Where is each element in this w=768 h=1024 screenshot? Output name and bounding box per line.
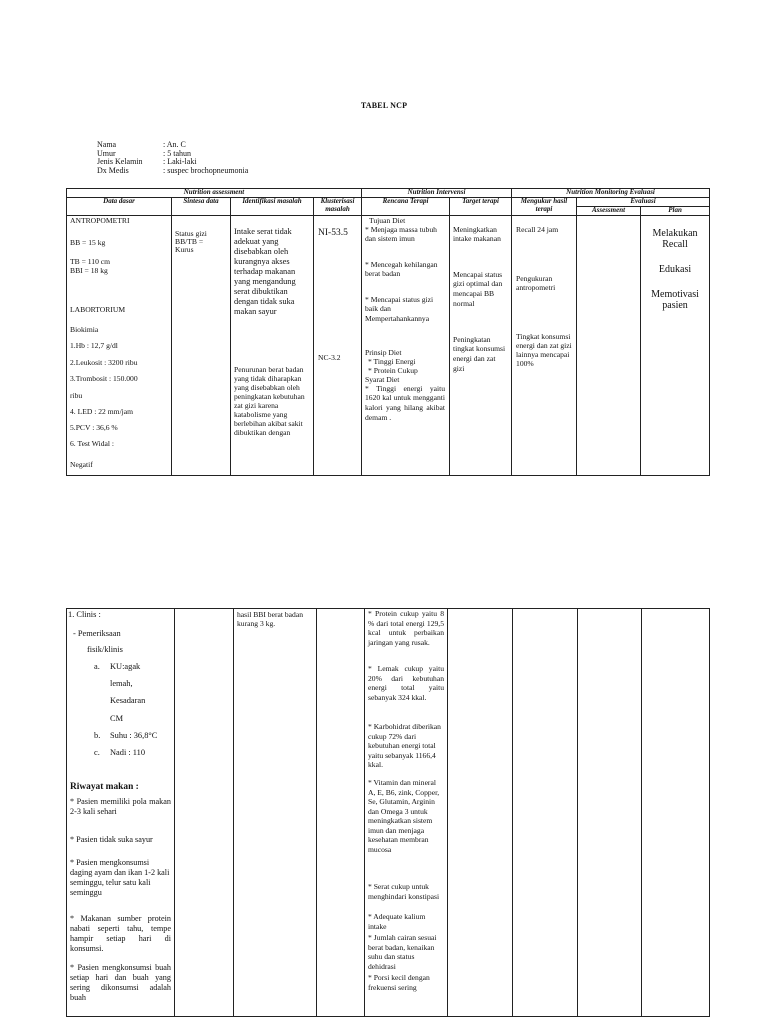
plan-item: Memotivasi pasien [651, 288, 699, 311]
mengukur-line: Recall 24 jam [516, 224, 559, 234]
cluster-code-2: NC-3.2 [318, 352, 341, 362]
plan-item: Melakukan Recall [652, 227, 698, 250]
data-dasar-line: ANTROPOMETRI [70, 215, 130, 225]
plan-item: Edukasi [658, 263, 692, 275]
clinis-text: Kesadaran [110, 696, 146, 705]
cell-sintesa-empty [175, 609, 234, 1017]
cell-identifikasi-continued [234, 609, 317, 1017]
header-nutrition-intervensi: Nutrition Intervensi [362, 189, 512, 198]
target-line: Mencapai status gizi optimal dan mencapai BB normal [453, 269, 503, 308]
header-target-terapi: Target terapi [450, 198, 512, 216]
data-dasar-line: Negatif [70, 459, 93, 469]
patient-field-value: : suspec brochopneumonia [163, 165, 249, 175]
header-nutrition-assessment: Nutrition assessment [67, 189, 362, 198]
riwayat-makan-heading: Riwayat makan : [70, 782, 139, 792]
header-evaluasi: Evaluasi [577, 198, 710, 207]
cell-sintesa-data [172, 215, 231, 475]
cell-rencana-continued [365, 609, 448, 1017]
rencana-item: * Protein cukup yaitu 8 % dari total energi 129,5 kcal untuk perbaikan jaringan yang rusak. [368, 609, 444, 647]
target-line: Meningkatkan intake makanan [453, 224, 501, 243]
cell-target-terapi [450, 215, 512, 475]
rencana-item: * Jumlah cairan sesuai berat badan, kenaikan suhu dan status dehidrasi [368, 933, 437, 971]
data-dasar-line: 3.Trombosit : 150.000 [70, 373, 138, 383]
clinis-text: lemah, [110, 679, 133, 688]
cell-plan-empty [642, 609, 710, 1017]
rencana-line: Tujuan Diet [369, 215, 406, 225]
riwayat-item: * Makanan sumber protein nabati seperti tahu, tempe hampir setiap hari di konsumsi. [70, 914, 171, 953]
rencana-item: * Porsi kecil dengan frekuensi sering [368, 973, 430, 992]
header-data-dasar: Data dasar [67, 198, 172, 216]
mengukur-line: Pengukuran antropometri [516, 273, 556, 292]
cell-eval-assessment [577, 215, 641, 475]
rencana-line: * Mencegah kehilangan berat badan [365, 259, 438, 279]
sintesa-line: Kurus [175, 244, 194, 254]
patient-info [97, 141, 248, 175]
rencana-line: * Mencapai status gizi baik dan Mempertahankannya [365, 294, 434, 323]
cell-data-dasar [67, 215, 172, 475]
document-title: TABEL NCP [360, 101, 408, 110]
data-dasar-line: LABORTORIUM [70, 304, 126, 314]
clinis-text: Suhu : 36,8°C [110, 731, 158, 740]
patient-field-label: Jenis Kelamin [97, 157, 143, 167]
data-dasar-line: BB = 15 kg [70, 237, 106, 247]
cell-assessment-empty [578, 609, 642, 1017]
riwayat-item: * Pasien mengkonsumsi daging ayam dan ikan 1-2 kali seminggu, telur satu kali seminggu [70, 858, 170, 897]
header-mengukur-hasil: Mengukur hasil terapi [512, 198, 577, 216]
data-dasar-line: 5.PCV : 36,6 % [70, 422, 118, 432]
cell-mengukur-empty [513, 609, 578, 1017]
cell-target-empty [448, 609, 513, 1017]
clinis-heading: 1. Clinis : [68, 610, 101, 619]
data-dasar-line: TB = 110 cm [70, 256, 111, 266]
ncp-table-2 [66, 608, 710, 1017]
rencana-line: * Tinggi Energi [368, 356, 416, 366]
ncp-table-1 [66, 188, 710, 476]
rencana-item: * Karbohidrat diberikan cukup 72% dari kebutuhan energi total yaitu sebanyak 1166,4 kkal. [368, 722, 441, 769]
patient-field-value: : Laki-laki [163, 157, 197, 167]
rencana-line: * Menjaga massa tubuh dan sistem imun [365, 224, 437, 244]
patient-field-value: : 5 tahun [163, 148, 191, 158]
sintesa-line: Status gizi [175, 228, 207, 238]
cell-plan [641, 215, 710, 475]
cell-rencana-terapi [362, 215, 450, 475]
data-dasar-line: ribu [70, 390, 83, 400]
rencana-line: Prinsip Diet [365, 347, 402, 357]
cell-klusterisasi-empty [317, 609, 365, 1017]
header-monitoring-evaluasi: Nutrition Monitoring Evaluasi [512, 189, 710, 198]
target-line: Peningkatan tingkat konsumsi energi dan zat gizi [453, 334, 506, 373]
patient-field-label: Nama [97, 140, 117, 149]
patient-field-value: : An. C [163, 140, 186, 149]
header-sintesa-data: Sintesa data [172, 198, 231, 216]
clinis-text: Nadi : 110 [110, 748, 146, 757]
identifikasi-problem-2: Penurunan berat badan yang tidak diharapkan yang disebabkan oleh peningkatan kebutuhan zat gizi karena katabolisme yang berlebihan akibat sakit dibuktikan dengan [234, 364, 305, 437]
riwayat-item: * Pasien mengkonsumsi buah setiap hari dan buah yang sering dikonsumsi adalah buah [70, 963, 171, 1002]
sintesa-line: BB/TB = [175, 236, 204, 246]
header-klusterisasi-masalah: Klusterisasi masalah [314, 198, 362, 216]
rencana-item: * Vitamin dan mineral A, E, B6, zink, Copper, Se, Glutamin, Arginin dan Omega 3 untuk meningkatkan sistem imun dan menjaga kesehatan membran mucosa [368, 778, 440, 854]
mengukur-line: Tingkat konsumsi energi dan zat gizi lainnya mencapai 100% [516, 331, 572, 368]
clinis-subheading: fisik/klinis [87, 645, 123, 654]
data-dasar-line: 2.Leukosit : 3200 ribu [70, 357, 138, 367]
cell-identifikasi-masalah [231, 215, 314, 475]
identifikasi-continued-text: hasil BBI berat badan kurang 3 kg. [237, 610, 304, 628]
cell-klusterisasi [314, 215, 362, 475]
patient-field-label: Umur [97, 148, 116, 158]
header-identifikasi-masalah: Identifikasi masalah [231, 198, 314, 216]
rencana-item: * Adequate kalium intake [368, 912, 426, 931]
data-dasar-line: 1.Hb : 12,7 g/dl [70, 340, 118, 350]
riwayat-item: * Pasien memiliki pola makan 2-3 kali sehari [70, 797, 171, 816]
riwayat-item: * Pasien tidak suka sayur [70, 835, 153, 844]
clinis-marker: a. [94, 662, 100, 671]
clinis-text: KU:agak [110, 662, 141, 671]
clinis-text: CM [110, 714, 124, 723]
cell-mengukur-hasil [512, 215, 577, 475]
clinis-marker: c. [94, 748, 100, 757]
rencana-line: Syarat Diet [365, 374, 400, 384]
clinis-marker: b. [94, 731, 101, 740]
cell-clinis-riwayat [67, 609, 175, 1017]
data-dasar-line: 4. LED : 22 mm/jam [70, 406, 134, 416]
rencana-line: * Tinggi energi yaitu 1620 kal untuk mengganti kalori yang hilang akibat demam . [365, 383, 445, 422]
header-plan: Plan [641, 207, 710, 216]
clinis-subheading: - Pemeriksaan [73, 629, 121, 638]
rencana-item: * Lemak cukup yaitu 20% dari kebutuhan energi total yaitu sebanyak 324 kkal. [368, 664, 444, 702]
rencana-item: * Serat cukup untuk menghindari konstipasi [368, 882, 440, 901]
data-dasar-line: 6. Test Widal : [70, 438, 115, 448]
header-rencana-terapi: Rencana Terapi [362, 198, 450, 216]
patient-field-label: Dx Medis [97, 165, 129, 175]
identifikasi-problem-1: Intake serat tidak adekuat yang disebabkan oleh kurangnya akses terhadap makanan yang mengandung serat dibuktikan dengan tidak suka makan sayur [234, 226, 296, 316]
data-dasar-line: BBI = 18 kg [70, 265, 108, 275]
header-eval-assessment: Assessment [577, 207, 641, 216]
data-dasar-line: Biokimia [70, 324, 99, 334]
cluster-code-1: NI-53.5 [318, 227, 348, 238]
rencana-line: * Protein Cukup [368, 365, 418, 375]
